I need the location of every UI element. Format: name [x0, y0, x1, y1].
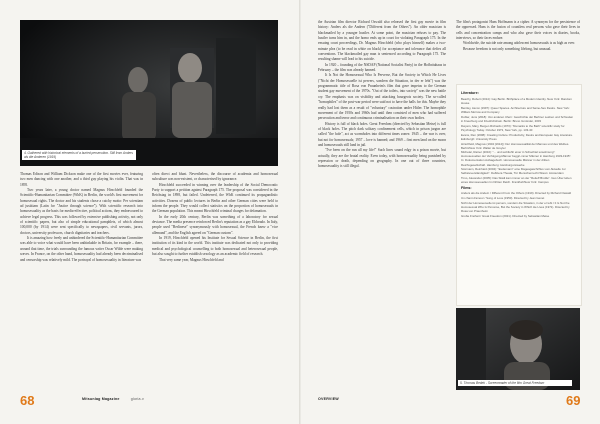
- literature-heading: Literature:: [461, 91, 479, 95]
- literature-item: Beachy, Robert (2014): Gay Berlin. Birthplace of a Modern Identity. New York: Random House: [461, 97, 572, 106]
- film-item: Anders als die Andern / Different From the Others (1919). Directed by Richard Oswald: [461, 191, 572, 196]
- literature-item: Dwyers, Mary, Bergen Richards (1973): "Remarks to the Bath" scientific study for Psychology Today. October 1973, New York, pp. 133-40: [461, 123, 565, 132]
- page-number-left: 68: [20, 393, 35, 408]
- literature-item: Bentley, Ascon (1997): Queer Spaces. Architecture and Same-Sex Desire. New York: William Morrow and Company: [461, 105, 570, 114]
- paragraph: "I've been on the run all my life!" Such lines sound edgy in a prison movie, but actually, they are the brutal reality. Even today, with homosexuality being punished by repression or death, depending on geography. In one out of three countries, homosexuality is still illegal.: [318, 148, 446, 169]
- literature-item: Stormann, Reinhard (2004): "Eudemann" eine Klageagaschriftus vom Aktuelle zur Selbsteverständigkeit". Deßbera Theata, Tür Menschenrecht Wiesn: Amsterdam: [461, 167, 566, 176]
- literature-box: [456, 84, 582, 306]
- footer-right: [318, 397, 339, 401]
- literature-item: Michelar, Rainer (2010): "... und wohltuhh einer in Schachtel sowohnung": Homosexuellen der Verfolgung-Männer beggri-mmer Männer in Hamburg 1933-1945". In: Dokumentation Aufsagebuch. Homosexuelle Männer in der dritten Reichsgesellschaft. Hamburg: Hamburgunswerke: [461, 150, 572, 167]
- portrait-photo: [456, 308, 580, 390]
- paragraph: Hirschfeld succeeded in winning over the leadership of the Social Democratic Party to support a petition against Paragraph 175. The proposal was considered in the Reichstag in 1898, but failed. Undeterred, the WhK continued its propagandistic activities. Dozens of public lectures in Berlin and other German cities were held to inform the people. They would collect statistics on the proportion of homosexuals in the German population. This meant Hirschfeld criminal charges for defamation.: [152, 182, 278, 214]
- footer-left: [82, 397, 144, 401]
- paragraph: That very same year, Magnus Hirschfeld and: [159, 257, 224, 262]
- literature-item: Dobler, Jens (2018): Von anderen Ufern: Geschichte der Berliner Lesben und Schwulen in Kreuzberg und Friedrichshain. Berlin: Bruno Gmünder, 2003: [461, 114, 574, 123]
- page-number-right: 69: [566, 393, 581, 408]
- photo-caption-left: 4. Gathered with historical elements of a buried persecution. Still from Anders als die Anderen (1919): [22, 150, 136, 160]
- film-still-photo: [20, 20, 278, 166]
- paragraph: In 1919, Hirschfeld opened his Institute for Sexual Science in Berlin, the first institution of its kind in the world. This institute was dedicated not only to providing medical and psychological counselling to both homosexual and heterosexual people, but also sought to further establish sexology as an academic field of research.: [152, 236, 278, 257]
- footer-issue: gloria.v: [130, 397, 144, 401]
- paragraph: It is amazing how freely and unhindered the Scientific-Humanitarian Committee was able to voice what would have been unthinkable in Britain, for example – there, around that time, the trials surrounding the famous writer Oscar Wilde were making waves. In France, on the other hand, homosexuality had already been decriminalised and censorship was relatively mild. The portrayal of homosexuality in literature was: [20, 236, 143, 262]
- film-item: Un chant d'amour / Song of Love (1950). Directed by Jean Genet: [461, 196, 545, 201]
- paragraph: Thomas Edison and William Dickson make one of the first movies ever, featuring two men dancing with one another, and a third guy playing his violin. That was in 1895.: [20, 172, 143, 187]
- footer-section-label: OVERVIEW: [318, 397, 339, 401]
- left-page-column-1: [20, 172, 143, 263]
- page-gutter: [299, 0, 301, 424]
- paragraph: The film's protagonist Hans Hoffmann is a cipher. A synonym for the persistence of the oppressed. Hans is the fusion of countless real persons who gave their lives in cells and concentration camps and who also gave their voices in diaries, books, interviews, so their faces endure.: [456, 20, 580, 41]
- paragraph: It Is Not the Homosexual Who Is Perverse, But the Society in Which He Lives ("Nicht der Homosexuelle ist pervers, sondern die Situation, in der er lebt") was the programmatic title of Rosa von Praunheim's film that gave impetus to the German student gay movement of the 1970s. "Out of the toilets, into society" was the new battle cry. The emphasis was on visibility and attacking bourgeois society. The so-called "homophiles" of the post-war period were said not to have the balls for this. Maybe they really had lost them as a result of "voluntary" castration under Hitler. The homophile movement of the 1950s and 1960s had until then consisted of men who had suffered persecution and terror and continuous criminalisation on their own bodies.: [318, 73, 446, 121]
- right-page-column-2: [456, 20, 580, 52]
- portrait-image: [456, 308, 580, 390]
- footer-magazine-title: Mitsunlag Magazine: [82, 397, 120, 401]
- literature-item: Timo, Alexander (2005): Das Städt kam immer an der "Reiteff Bruttle". Gus Über leben eines Homosexuellen Im Dritten Reich. Frankfurt/New York: Campus: [461, 176, 572, 185]
- left-page-column-2: [152, 172, 278, 263]
- paragraph: the Austrian film director Richard Oswald also released the first gay movie in film history: Anders als die Andern ("Different from the Others"). An older musician is blackmailed by a younger hustler. At some point, the musician refuses to pay. The hustler turns him in, and the homo ends up in court for violating Paragraph 175. In the ensuing court proceedings, Dr. Magnus Hirschfeld (who plays himself) makes a two-minute plea (to be read in white on black) for acceptance and tolerance that defies all conventions. The blackmailed gay man is sentenced according to Paragraph 175. The resulting shame will lead to his suicide.: [318, 20, 446, 62]
- literature-item: Evans, Ren (2008): Creating Culture: Productivity, Desire and European Gay Literature. Edinburgh: University Press: [461, 132, 573, 141]
- literature-item: Hirschfeld, Magnus (1904 [1914]): Der Homosexualität der Mannes und des Weibes. Berlin/New York: Walter de Gruyter: [461, 141, 570, 150]
- paragraph: Worldwide, the suicide rate among adolescent homosexuals is as high as ever.: [463, 41, 575, 46]
- paragraph: History is full of black holes. Great Freedom (directed by Sebastian Meise) is full of black holes. The pitch dark solitary confinement cells, which in prison jargon are called "the hole", act as wormholes into different times zones: 1945 – the war is over, but not for homosexuals; 1957 – love is banned; and 1969 – first men land on the moon and homosexuals still land in jail.: [318, 121, 446, 147]
- paragraph: often direct and blunt. Nevertheless, the discourse of academia and homosexual subculture was non-existent, or characterised by ignorance.: [152, 172, 278, 182]
- paragraph: In the early 20th century, Berlin was something of a laboratory for sexual deviance. The media presence reinforced Berlin's reputation as a gay Eldorado. In Italy, people used "Berlinese" synonymously with homosexual, the French knew a "vice allemand", and the English agreed on "German custom".: [152, 214, 278, 235]
- film-item: Große Freiheit / Great Freedom (2021). Directed by Sebastian Meise: [461, 214, 550, 219]
- paragraph: Because freedom is not only something lifelong, but unusual.: [463, 46, 552, 51]
- films-heading: Films:: [461, 186, 472, 191]
- right-page-column-1: [318, 20, 446, 170]
- film-still-image: [20, 20, 278, 166]
- film-item: Nicht der Homosexuelle ist pervers, sondern die Situation, in der er lebt / It Is Not the Homosexual Who Is Perverse, But the Society in Which He Lives (1971). Directed by Rosa von Praunheim: [461, 201, 570, 214]
- paragraph: Two years later, a young doctor named Magnus Hirschfeld founded the Scientific-Humanitarian Committee (WhK) in Berlin, the world's first movement for homosexual rights. The doctor and his students chose a catchy motto: Per scientiam ad justitiam (Latin for "Justice through science"). With scientific research into homosexuality as the basis for media-effective, political actions, they endeavoured to achieve legal progress. This was followed by extensive publishing activity, not only of scientific papers, but also of simple educational pamphlets, of which almost 100,000 (by 1914) were sent specifically to newspapers, civil servants, jurors, doctors, university professors, church dignitaries and teachers.: [20, 188, 143, 235]
- paragraph: In 1920 – founding of the NSDAP (National Socialist Party) in the Hofbräuhaus in February – the film was already banned.: [318, 62, 446, 73]
- photo-caption-right: 5. Thomas Bedek - Screenreader of the film Great Freedom: [458, 380, 572, 386]
